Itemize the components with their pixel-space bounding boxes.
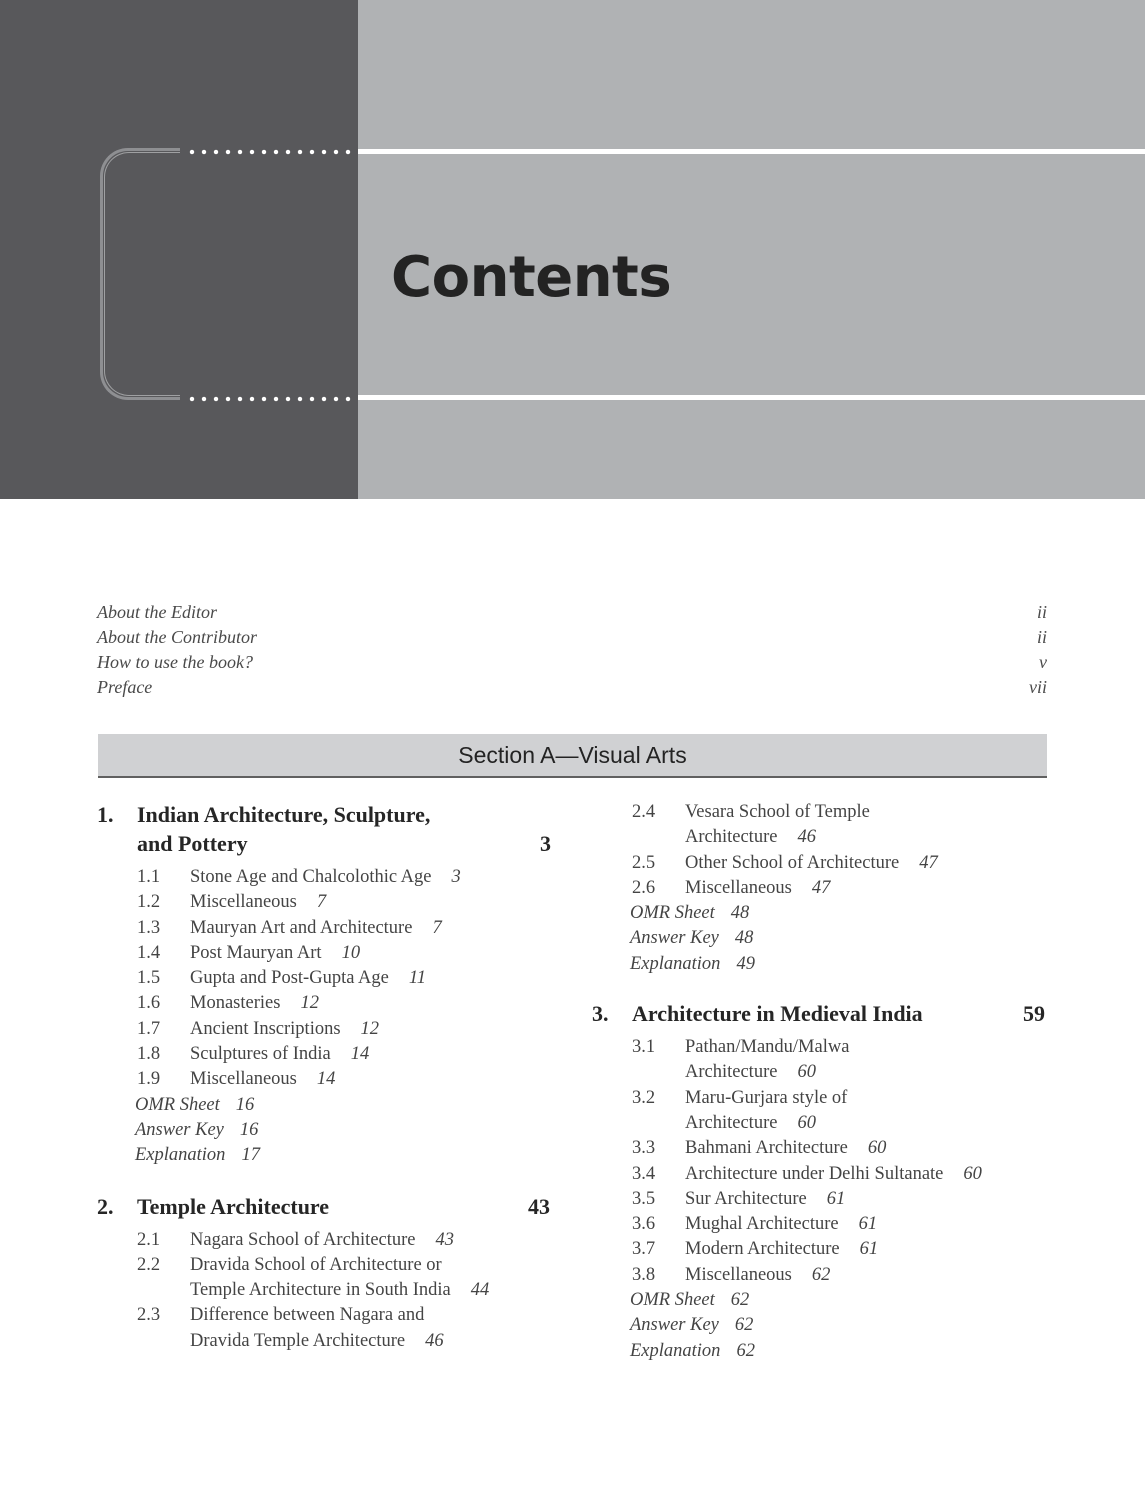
front-matter-row[interactable] (97, 650, 1047, 675)
decorative-bracket-inner (104, 152, 180, 396)
toc-entry[interactable] (97, 941, 557, 966)
entry-page: 62 (811, 1264, 831, 1285)
entry-number: 1.5 (137, 968, 161, 989)
entry-page: 44 (470, 1280, 490, 1301)
entry-number: 3.8 (632, 1264, 656, 1285)
extra-label: Explanation (135, 1145, 226, 1166)
entry-number: 1.6 (137, 993, 161, 1014)
extra-label: OMR Sheet (135, 1094, 220, 1115)
front-matter-row[interactable] (97, 625, 1047, 650)
entry-number: 1.7 (137, 1018, 161, 1039)
entry-page: 11 (408, 968, 426, 989)
extra-page: 62 (734, 1315, 754, 1336)
entry-title: Dravida School of Architecture or Temple Architecture in South India 44 (190, 1254, 490, 1301)
toc-entry[interactable] (592, 876, 1052, 901)
front-matter-label: How to use the book? (97, 652, 253, 672)
toc-extra-entry[interactable] (630, 1339, 1052, 1364)
entry-title: Bahmani Architecture 60 (685, 1138, 887, 1159)
entry-number: 3.7 (632, 1239, 656, 1260)
chapter-number: 3. (592, 1001, 609, 1027)
extra-page: 48 (734, 928, 754, 949)
entry-page: 47 (811, 877, 831, 898)
entry-title: Pathan/Mandu/Malwa Architecture 60 (685, 1037, 850, 1083)
extra-page: 17 (241, 1145, 260, 1166)
page-title: Contents (391, 245, 672, 310)
toc-entry[interactable] (592, 1237, 1052, 1262)
entry-title: Vesara School of Temple Architecture 46 (685, 802, 870, 848)
entry-number: 2.2 (137, 1254, 161, 1275)
extra-label: Answer Key (135, 1119, 224, 1140)
toc-extra-entry[interactable] (630, 926, 1052, 951)
toc-entry[interactable] (97, 1228, 557, 1253)
toc-entry[interactable] (97, 1067, 557, 1092)
entry-number: 1.3 (137, 917, 161, 938)
front-matter-row[interactable] (97, 675, 1047, 700)
entry-number: 1.4 (137, 942, 161, 963)
entry-title: Monasteries 12 (190, 993, 319, 1014)
entry-title: Miscellaneous 14 (190, 1069, 336, 1090)
entry-title: Miscellaneous 47 (685, 877, 831, 898)
entry-page: 43 (435, 1229, 455, 1250)
chapter-2 (97, 1192, 557, 1354)
entry-number: 3.4 (632, 1163, 656, 1184)
extra-label: OMR Sheet (630, 903, 715, 924)
header-rule-top (358, 149, 1145, 154)
toc-extra-entry[interactable] (630, 901, 1052, 926)
toc-extra-entry[interactable] (135, 1093, 557, 1118)
entry-page: 7 (316, 892, 327, 913)
entry-number: 2.1 (137, 1229, 161, 1250)
entry-title: Modern Architecture 61 (685, 1239, 879, 1260)
entry-number: 3.6 (632, 1214, 656, 1235)
toc-extra-entry[interactable] (135, 1143, 557, 1168)
front-matter-label: Preface (97, 677, 153, 697)
front-matter-label: About the Contributor (97, 627, 258, 647)
front-matter-page: v (1039, 652, 1047, 672)
toc-entry[interactable] (97, 1017, 557, 1042)
entry-number: 1.9 (137, 1069, 161, 1090)
toc-entry[interactable] (97, 1253, 557, 1304)
toc-entry[interactable] (97, 1303, 557, 1354)
toc-extra-entry[interactable] (630, 1288, 1052, 1313)
toc-extra-entry[interactable] (135, 1118, 557, 1143)
entry-number: 2.5 (632, 852, 656, 873)
toc-entry[interactable] (592, 1086, 1052, 1137)
chapter-heading[interactable] (592, 999, 1052, 1028)
entry-page: 7 (432, 917, 442, 938)
toc-entry[interactable] (97, 991, 557, 1016)
chapter-page: 43 (528, 1193, 550, 1219)
entry-number: 3.1 (632, 1037, 656, 1058)
front-matter-page: vii (1029, 677, 1047, 697)
extra-label: OMR Sheet (630, 1290, 715, 1311)
entry-title: Miscellaneous 7 (190, 892, 327, 913)
section-title: Section A—Visual Arts (458, 742, 687, 768)
toc-entry[interactable] (97, 916, 557, 941)
chapter-number: 1. (97, 802, 114, 827)
entry-number: 1.1 (137, 867, 161, 887)
toc-entry[interactable] (592, 1035, 1052, 1086)
entry-page: 61 (858, 1214, 878, 1235)
chapter-page: 59 (1023, 1001, 1045, 1027)
entry-number: 2.4 (632, 802, 656, 822)
section-header (98, 734, 1047, 778)
toc-entry[interactable] (592, 1212, 1052, 1237)
toc-extra-entry[interactable] (630, 1313, 1052, 1338)
toc-entry[interactable] (592, 851, 1052, 876)
entry-title: Sur Architecture 61 (685, 1188, 846, 1209)
entry-title: Difference between Nagara and Dravida Temple Architecture 46 (190, 1305, 444, 1351)
entry-page: 12 (360, 1018, 380, 1039)
extra-page: 62 (736, 1340, 755, 1361)
entry-title: Miscellaneous 62 (685, 1264, 831, 1285)
toc-entry[interactable] (97, 966, 557, 991)
chapter-3 (592, 999, 1052, 1364)
toc-entry[interactable] (592, 1136, 1052, 1161)
toc-entry[interactable] (97, 1042, 557, 1067)
entry-title: Nagara School of Architecture 43 (190, 1229, 455, 1250)
entry-number: 3.3 (632, 1138, 656, 1159)
entry-title: Mauryan Art and Architecture 7 (190, 917, 442, 938)
entry-page: 61 (826, 1188, 846, 1209)
chapter-title-line: Architecture in Medieval India (632, 1001, 923, 1027)
entry-number: 2.3 (137, 1305, 161, 1326)
entry-number: 1.2 (137, 892, 161, 913)
entry-page: 46 (425, 1330, 444, 1351)
chapter-title-line: Temple Architecture (137, 1193, 330, 1219)
toc-entry[interactable] (592, 1187, 1052, 1212)
entry-page: 3 (451, 867, 461, 887)
chapter-title-line: and Pottery (137, 831, 248, 856)
extra-label: Answer Key (630, 928, 719, 949)
toc-entry[interactable] (97, 890, 557, 915)
entry-number: 2.6 (632, 877, 656, 898)
toc-entry[interactable] (592, 800, 1052, 851)
entry-page: 46 (797, 827, 816, 848)
entry-page: 61 (859, 1239, 879, 1260)
front-matter-list (97, 600, 1047, 700)
extra-page: 49 (736, 953, 755, 974)
front-matter-page: ii (1036, 602, 1047, 622)
chapter-page: 3 (540, 831, 551, 856)
extra-page: 16 (235, 1094, 255, 1115)
toc-entry[interactable] (97, 865, 557, 890)
entry-title: Gupta and Post-Gupta Age 11 (190, 968, 426, 989)
entry-number: 3.2 (632, 1087, 656, 1108)
extra-label: Answer Key (630, 1315, 719, 1336)
extra-page: 48 (730, 903, 750, 924)
entry-number: 3.5 (632, 1188, 656, 1209)
front-matter-label: About the Editor (97, 602, 217, 622)
toc-entry[interactable] (592, 1162, 1052, 1187)
entry-page: 10 (341, 942, 361, 963)
entry-page: 60 (797, 1062, 816, 1083)
entry-page: 14 (316, 1069, 336, 1090)
chapter-heading[interactable] (97, 1192, 557, 1221)
entry-page: 60 (963, 1163, 982, 1184)
entry-page: 12 (300, 993, 319, 1014)
entry-number: 1.8 (137, 1044, 161, 1065)
entry-title: Post Mauryan Art 10 (190, 942, 361, 963)
toc-entry[interactable] (592, 1263, 1052, 1288)
entry-page: 47 (919, 852, 938, 873)
entry-title: Ancient Inscriptions 12 (190, 1018, 380, 1039)
extra-label: Explanation (630, 953, 721, 974)
entry-title: Other School of Architecture 47 (685, 852, 938, 873)
entry-title: Maru-Gurjara style of Architecture 60 (685, 1087, 848, 1133)
chapter-1 (97, 800, 557, 1169)
chapter-title-line: Indian Architecture, Sculpture, (137, 802, 431, 827)
dotted-line-bottom (186, 396, 354, 402)
entry-page: 14 (350, 1044, 370, 1065)
extra-page: 62 (730, 1290, 750, 1311)
toc-column-right (592, 800, 1052, 1364)
entry-title: Sculptures of India 14 (190, 1044, 370, 1065)
front-matter-page: ii (1036, 627, 1047, 647)
front-matter-row[interactable] (97, 600, 1047, 625)
entry-title: Stone Age and Chalcolothic Age 3 (190, 867, 461, 887)
entry-page: 60 (867, 1138, 887, 1159)
chapter-heading[interactable] (97, 800, 557, 858)
entry-title: Architecture under Delhi Sultanate 60 (685, 1163, 982, 1184)
toc-column-left (97, 800, 557, 1354)
header-rule-bottom (358, 395, 1145, 400)
dotted-line-top (186, 149, 354, 155)
extra-label: Explanation (630, 1340, 721, 1361)
toc-extra-entry[interactable] (630, 952, 1052, 977)
entry-page: 60 (797, 1112, 816, 1133)
entry-title: Mughal Architecture 61 (685, 1214, 878, 1235)
extra-page: 16 (239, 1119, 259, 1140)
chapter-number: 2. (97, 1193, 114, 1219)
